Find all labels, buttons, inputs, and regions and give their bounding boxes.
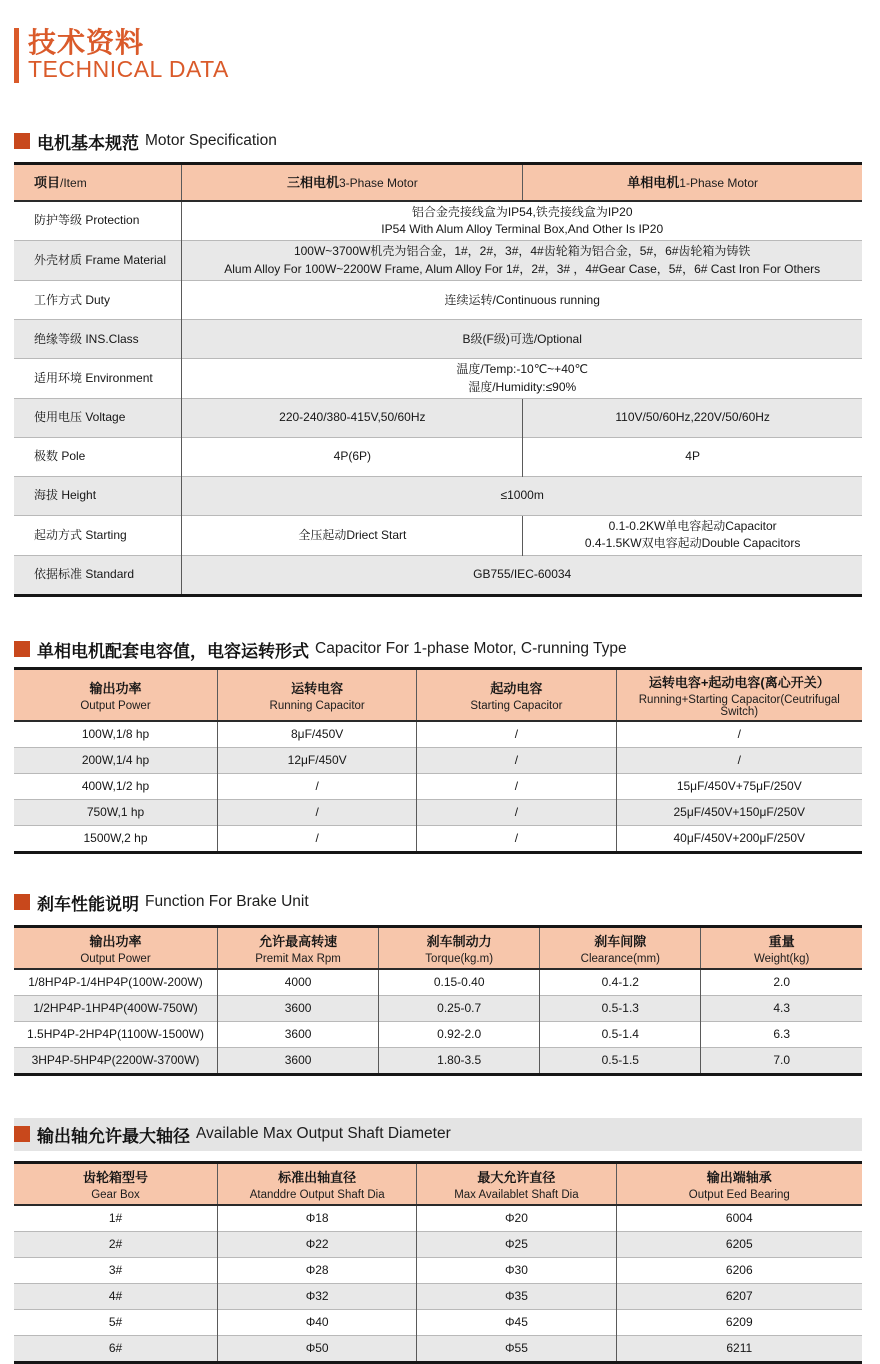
column-header-zh: 运转电容+起动电容(离心开关） xyxy=(648,674,830,690)
cell-line: / xyxy=(737,726,741,741)
table-cell xyxy=(379,969,540,996)
table-cell xyxy=(540,969,701,996)
cell-line: 使用电压 Voltage xyxy=(34,410,126,425)
table-cell xyxy=(14,1335,218,1362)
cell-line: 全压起动Driect Start xyxy=(298,527,407,542)
cell-line: 6# xyxy=(108,1340,123,1355)
cell-line: Alum Alloy For 100W~2200W Frame, Alum Alloy For 1#，2#，3# ，4#Gear Case，5#，6# Cast Iron For Others xyxy=(224,261,821,276)
table-cell xyxy=(379,995,540,1021)
cell-line: / xyxy=(514,726,519,741)
column-header-zh: 重量 xyxy=(768,933,795,949)
column-header xyxy=(616,668,862,721)
cell-line: GB755/IEC-60034 xyxy=(473,567,572,582)
table-row xyxy=(14,1283,862,1309)
cell-line: 1/2HP4P-1HP4P(400W-750W) xyxy=(33,1000,198,1015)
cell-line: Φ30 xyxy=(504,1262,528,1277)
column-header-en: 1-Phase Motor xyxy=(679,176,758,191)
table-cell xyxy=(14,1231,218,1257)
table-cell xyxy=(417,825,616,852)
table-cell xyxy=(616,773,862,799)
cell-line: Φ20 xyxy=(504,1210,528,1225)
column-header xyxy=(182,163,523,201)
table-cell xyxy=(540,995,701,1021)
table-cell xyxy=(182,399,523,438)
cell-line: 0.1-0.2KW单电容起动Capacitor xyxy=(608,519,777,534)
cell-line: IP54 With Alum Alloy Terminal Box,And Other Is IP20 xyxy=(381,222,664,237)
table-cell xyxy=(540,1021,701,1047)
table-cell xyxy=(14,438,182,477)
cell-line: 400W,1/2 hp xyxy=(81,778,150,793)
table-row xyxy=(14,555,862,595)
section-band-shaft xyxy=(14,1118,862,1151)
cell-line: 1# xyxy=(108,1210,123,1225)
table-cell xyxy=(218,1257,417,1283)
table-cell xyxy=(218,799,417,825)
column-header-zh: 起动电容 xyxy=(490,680,543,696)
cell-line: 起动方式 Starting xyxy=(34,527,127,542)
cell-line: 110V/50/60Hz,220V/50/60Hz xyxy=(615,410,770,425)
table-cell xyxy=(182,477,862,516)
column-header-en: Clearance(mm) xyxy=(580,952,660,965)
table-cell xyxy=(182,201,862,241)
table-cell xyxy=(182,438,523,477)
cell-line: 防护等级 Protection xyxy=(34,213,140,228)
table-row xyxy=(14,281,862,320)
table-cell xyxy=(14,1205,218,1232)
cell-line: 12μF/450V xyxy=(287,752,347,767)
cell-line: 3600 xyxy=(284,1026,312,1041)
column-header-zh: 标准出轴直径 xyxy=(278,1169,357,1185)
table-cell xyxy=(379,1021,540,1047)
table-cell xyxy=(616,799,862,825)
table-cell xyxy=(14,241,182,281)
table-row xyxy=(14,773,862,799)
table-cell xyxy=(182,555,862,595)
header-row xyxy=(14,1162,862,1205)
cell-line: Φ25 xyxy=(504,1236,528,1251)
cell-line: 8μF/450V xyxy=(291,726,344,741)
table-row xyxy=(14,516,862,556)
table-cell xyxy=(701,969,862,996)
column-header-zh: 项目 xyxy=(34,175,61,191)
column-header-zh: 刹车间隙 xyxy=(594,933,647,949)
table-cell xyxy=(616,747,862,773)
cell-line: 工作方式 Duty xyxy=(34,292,111,307)
cell-line: / xyxy=(315,778,319,793)
column-header-en: Output Power xyxy=(80,952,151,965)
table-cell xyxy=(218,1205,417,1232)
column-header-en: Max Availablet Shaft Dia xyxy=(454,1188,579,1201)
column-header xyxy=(701,926,862,969)
cell-line: 6209 xyxy=(725,1314,753,1329)
shaft-table xyxy=(14,1161,862,1364)
cell-line: 3HP4P-5HP4P(2200W-3700W) xyxy=(31,1052,200,1067)
cell-line: 3600 xyxy=(284,1052,312,1067)
table-row xyxy=(14,1335,862,1362)
table-cell xyxy=(14,516,182,556)
cell-line: 6211 xyxy=(726,1340,753,1355)
table-cell xyxy=(218,747,417,773)
column-header xyxy=(14,926,218,969)
section-bullet-icon xyxy=(14,133,30,149)
table-cell xyxy=(616,1309,862,1335)
column-header xyxy=(218,926,379,969)
cell-line: 100W~3700W机壳为铝合金，1#，2#，3#，4#齿轮箱为铝合金，5#，6#齿轮箱为铸铁 xyxy=(293,244,751,259)
table-cell xyxy=(616,1283,862,1309)
cell-line: 4000 xyxy=(284,974,312,989)
cell-line: 25μF/450V+150μF/250V xyxy=(673,804,806,819)
table-cell xyxy=(417,773,616,799)
table-row xyxy=(14,359,862,399)
cell-line: 15μF/450V+75μF/250V xyxy=(676,778,802,793)
cell-line: 0.5-1.5 xyxy=(601,1052,639,1067)
section-heading-shaft xyxy=(14,1122,862,1147)
table-cell xyxy=(14,477,182,516)
table-cell xyxy=(417,1231,616,1257)
table-cell xyxy=(14,281,182,320)
table-cell xyxy=(182,359,862,399)
page-title xyxy=(14,28,880,83)
cell-line: 0.15-0.40 xyxy=(433,974,485,989)
cell-line: 0.4-1.5KW双电容起动Double Capacitors xyxy=(584,536,801,551)
table-cell xyxy=(616,1257,862,1283)
cell-line: 7.0 xyxy=(773,1052,791,1067)
column-header xyxy=(540,926,701,969)
table-cell xyxy=(218,1047,379,1074)
table-row xyxy=(14,438,862,477)
table-cell xyxy=(218,1283,417,1309)
cell-line: Φ18 xyxy=(305,1210,329,1225)
column-header xyxy=(417,1162,616,1205)
column-header xyxy=(616,1162,862,1205)
cell-line: 海拔 Height xyxy=(34,488,97,503)
cell-line: 4P(6P) xyxy=(333,449,372,464)
cell-line: / xyxy=(514,830,519,845)
cell-line: 4P xyxy=(685,449,700,464)
column-header xyxy=(14,1162,218,1205)
table-cell xyxy=(218,773,417,799)
table-cell xyxy=(218,721,417,748)
section-title-zh: 刹车性能说明 xyxy=(37,894,139,914)
table-cell xyxy=(14,825,218,852)
cell-line: 绝缘等级 INS.Class xyxy=(34,331,139,346)
column-header-zh: 输出功率 xyxy=(89,680,142,696)
table-cell xyxy=(14,399,182,438)
cell-line: 极数 Pole xyxy=(34,449,86,464)
cell-line: Φ35 xyxy=(504,1288,528,1303)
cell-line: 0.5-1.3 xyxy=(601,1000,639,1015)
cell-line: Φ28 xyxy=(305,1262,329,1277)
cell-line: 6004 xyxy=(725,1210,753,1225)
table-cell xyxy=(14,359,182,399)
cell-line: Φ32 xyxy=(305,1288,329,1303)
table-cell xyxy=(14,773,218,799)
section-bullet-icon xyxy=(14,894,30,910)
page-title-zh: 技术资料 xyxy=(28,27,145,58)
cell-line: / xyxy=(315,804,319,819)
table-cell xyxy=(417,747,616,773)
table-cell xyxy=(14,201,182,241)
table-row xyxy=(14,1257,862,1283)
cell-line: / xyxy=(514,804,519,819)
table-cell xyxy=(616,825,862,852)
table-cell xyxy=(14,1021,218,1047)
table-cell xyxy=(218,1231,417,1257)
title-accent-bar xyxy=(14,28,19,83)
table-cell xyxy=(14,320,182,359)
table-row xyxy=(14,1309,862,1335)
table-row xyxy=(14,399,862,438)
table-cell xyxy=(523,438,862,477)
column-header-en: Output Eed Bearing xyxy=(688,1188,790,1201)
table-cell xyxy=(14,1309,218,1335)
cell-line: 6.3 xyxy=(773,1026,791,1041)
table-cell xyxy=(218,825,417,852)
table-row xyxy=(14,799,862,825)
cell-line: 连续运转/Continuous running xyxy=(444,292,600,307)
table-row xyxy=(14,721,862,748)
table-cell xyxy=(616,1231,862,1257)
section-heading-motor-spec xyxy=(14,129,880,154)
header-row xyxy=(14,926,862,969)
cell-line: Φ40 xyxy=(305,1314,329,1329)
header-row xyxy=(14,163,862,201)
cell-line: 1.5HP4P-2HP4P(1100W-1500W) xyxy=(27,1026,204,1041)
cell-line: 0.92-2.0 xyxy=(437,1026,482,1041)
table-cell xyxy=(14,721,218,748)
table-row xyxy=(14,1231,862,1257)
title-text xyxy=(28,28,229,83)
section-title-zh: 单相电机配套电容值，电容运转形式 xyxy=(37,641,309,661)
table-row xyxy=(14,241,862,281)
cell-line: 0.4-1.2 xyxy=(601,974,639,989)
column-header-en: 3-Phase Motor xyxy=(338,176,418,191)
cell-line: 220-240/380-415V,50/60Hz xyxy=(279,410,426,425)
table-cell xyxy=(14,747,218,773)
column-header-zh: 运转电容 xyxy=(291,680,344,696)
column-header xyxy=(379,926,540,969)
section-title-zh: 电机基本规范 xyxy=(37,133,139,153)
column-header-en: Output Power xyxy=(80,699,151,712)
table-cell xyxy=(379,1047,540,1074)
table-cell xyxy=(14,1047,218,1074)
cell-line: 0.25-0.7 xyxy=(437,1000,482,1015)
cell-line: 4# xyxy=(108,1288,123,1303)
table-row xyxy=(14,477,862,516)
cell-line: 40μF/450V+200μF/250V xyxy=(673,830,806,845)
table-cell xyxy=(417,1257,616,1283)
header-row xyxy=(14,668,862,721)
cell-line: 温度/Temp:-10℃~+40℃ xyxy=(456,362,589,377)
table-cell xyxy=(616,721,862,748)
table-cell xyxy=(417,1335,616,1362)
section-title-zh: 输出轴允许最大轴径 xyxy=(37,1126,190,1146)
column-header-zh: 输出端轴承 xyxy=(706,1169,772,1185)
table-cell xyxy=(218,1335,417,1362)
cell-line: 铝合金壳接线盒为IP54,铁壳接线盒为IP20 xyxy=(411,204,633,219)
section-title-en: Available Max Output Shaft Diameter xyxy=(196,1125,451,1143)
table-cell xyxy=(14,1257,218,1283)
column-header-zh: 三相电机 xyxy=(286,175,339,191)
table-cell xyxy=(540,1047,701,1074)
table-cell xyxy=(14,799,218,825)
cell-line: 适用环境 Environment xyxy=(34,370,153,385)
column-header-en: /Item xyxy=(60,176,87,191)
column-header-zh: 刹车制动力 xyxy=(426,933,492,949)
cell-line: / xyxy=(737,752,741,767)
table-row xyxy=(14,747,862,773)
cell-line: 2# xyxy=(108,1236,123,1251)
section-title-en: Capacitor For 1-phase Motor, C-running Type xyxy=(315,640,627,658)
table-cell xyxy=(218,1021,379,1047)
column-header-en: Torque(kg.m) xyxy=(425,952,494,965)
table-row xyxy=(14,1205,862,1232)
table-cell xyxy=(14,969,218,996)
cell-line: / xyxy=(315,830,319,845)
table-row xyxy=(14,825,862,852)
cell-line: / xyxy=(514,752,519,767)
table-cell xyxy=(182,516,523,556)
column-header-zh: 输出功率 xyxy=(89,933,142,949)
cell-line: 5# xyxy=(108,1314,123,1329)
table-cell xyxy=(417,721,616,748)
cell-line: 湿度/Humidity:≤90% xyxy=(468,379,577,394)
table-cell xyxy=(417,1205,616,1232)
column-header-en: Starting Capacitor xyxy=(470,699,563,712)
table-cell xyxy=(14,555,182,595)
table-cell xyxy=(523,516,862,556)
column-header-zh: 齿轮箱型号 xyxy=(83,1169,149,1185)
column-header xyxy=(417,668,616,721)
table-row xyxy=(14,1047,862,1074)
table-cell xyxy=(616,1335,862,1362)
cell-line: Φ50 xyxy=(305,1340,329,1355)
table-row xyxy=(14,320,862,359)
column-header-en: Weight(kg) xyxy=(753,952,810,965)
cell-line: Φ45 xyxy=(504,1314,528,1329)
table-cell xyxy=(218,969,379,996)
cell-line: Φ55 xyxy=(504,1340,528,1355)
table-row xyxy=(14,201,862,241)
cell-line: Φ22 xyxy=(305,1236,329,1251)
table-cell xyxy=(218,1309,417,1335)
cell-line: 3600 xyxy=(284,1000,312,1015)
section-heading-brake xyxy=(14,890,880,915)
column-header-zh: 最大允许直径 xyxy=(477,1169,556,1185)
column-header-en: Running+Starting Capacitor(Ceutrifugal Switch) xyxy=(638,693,840,718)
cell-line: 4.3 xyxy=(773,1000,791,1015)
table-cell xyxy=(701,1047,862,1074)
table-cell xyxy=(14,995,218,1021)
table-cell xyxy=(701,1021,862,1047)
table-cell xyxy=(417,1283,616,1309)
cell-line: 3# xyxy=(108,1262,123,1277)
table-cell xyxy=(182,320,862,359)
table-cell xyxy=(182,241,862,281)
cell-line: 100W,1/8 hp xyxy=(81,726,150,741)
table-cell xyxy=(14,1283,218,1309)
cell-line: 200W,1/4 hp xyxy=(81,752,150,767)
cell-line: 1500W,2 hp xyxy=(83,830,148,845)
cell-line: 0.5-1.4 xyxy=(601,1026,639,1041)
table-row xyxy=(14,969,862,996)
brake-table xyxy=(14,925,862,1076)
column-header-en: Atanddre Output Shaft Dia xyxy=(249,1188,385,1201)
column-header-en: Premit Max Rpm xyxy=(255,952,341,965)
cell-line: 外壳材质 Frame Material xyxy=(34,253,167,268)
column-header-en: Gear Box xyxy=(91,1188,140,1201)
table-cell xyxy=(417,799,616,825)
table-cell xyxy=(218,995,379,1021)
column-header-zh: 单相电机 xyxy=(627,175,680,191)
cell-line: 750W,1 hp xyxy=(86,804,145,819)
column-header-zh: 允许最高转速 xyxy=(259,933,338,949)
table-cell xyxy=(417,1309,616,1335)
section-bullet-icon xyxy=(14,1126,30,1142)
column-header xyxy=(14,668,218,721)
cell-line: 6207 xyxy=(725,1288,753,1303)
capacitor-table xyxy=(14,667,862,854)
table-cell xyxy=(523,399,862,438)
table-row xyxy=(14,1021,862,1047)
cell-line: ≤1000m xyxy=(500,488,544,503)
table-cell xyxy=(616,1205,862,1232)
column-header xyxy=(14,163,182,201)
cell-line: 1.80-3.5 xyxy=(437,1052,482,1067)
section-title-en: Motor Specification xyxy=(145,132,277,150)
column-header xyxy=(218,668,417,721)
table-cell xyxy=(182,281,862,320)
column-header xyxy=(523,163,862,201)
section-title-en: Function For Brake Unit xyxy=(145,893,309,911)
cell-line: 6205 xyxy=(725,1236,753,1251)
cell-line: 1/8HP4P-1/4HP4P(100W-200W) xyxy=(28,974,203,989)
cell-line: / xyxy=(514,778,519,793)
column-header-en: Running Capacitor xyxy=(269,699,365,712)
column-header xyxy=(218,1162,417,1205)
page-title-en: TECHNICAL DATA xyxy=(28,56,229,83)
table-cell xyxy=(701,995,862,1021)
section-bullet-icon xyxy=(14,641,30,657)
cell-line: 2.0 xyxy=(773,974,791,989)
cell-line: B级(F级)可选/Optional xyxy=(462,331,582,346)
motor-spec-table xyxy=(14,162,862,597)
cell-line: 6206 xyxy=(725,1262,753,1277)
table-row xyxy=(14,995,862,1021)
cell-line: 依据标准 Standard xyxy=(34,567,135,582)
section-heading-capacitor xyxy=(14,637,880,662)
